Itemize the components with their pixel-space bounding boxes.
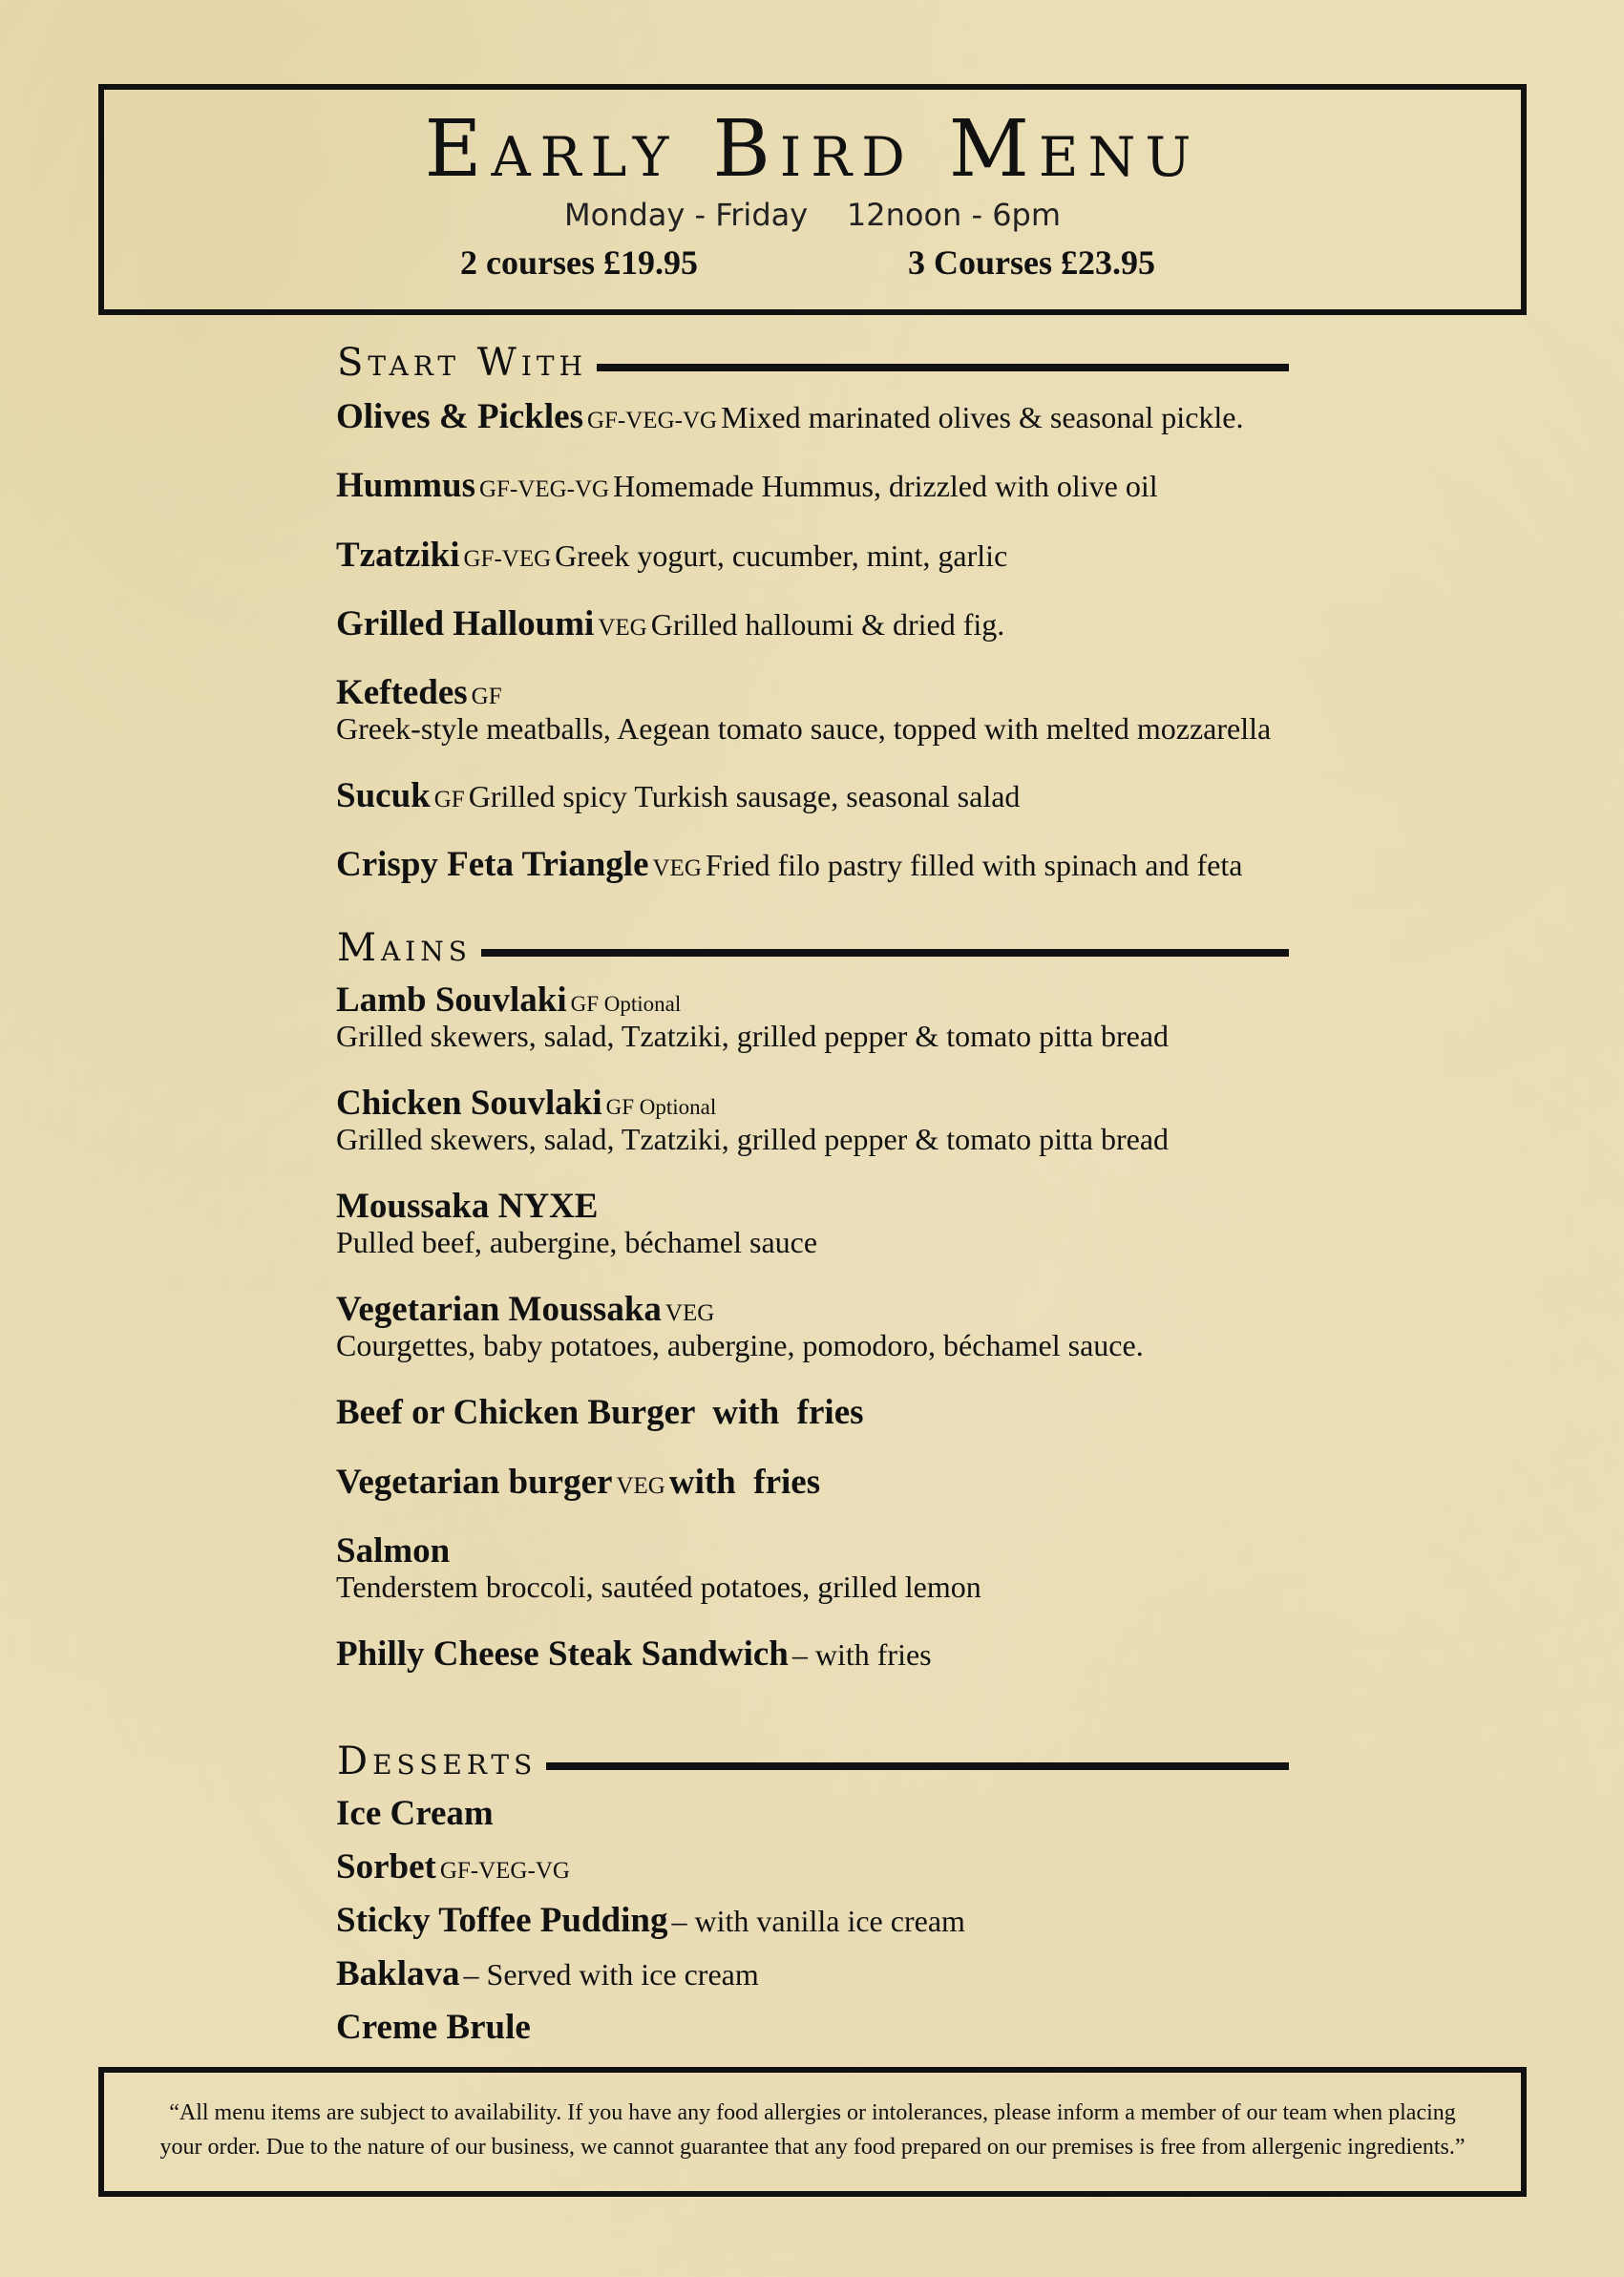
dietary-tag: VEG	[652, 855, 702, 881]
section-title: Mains	[337, 926, 472, 970]
item-description: Courgettes, baby potatoes, aubergine, pomodoro, béchamel sauce.	[336, 1328, 1144, 1362]
menu-item	[336, 1392, 864, 1434]
item-name: Philly Cheese Steak Sandwich	[336, 1634, 789, 1674]
item-name: Vegetarian burger	[336, 1463, 613, 1502]
item-description: Grilled skewers, salad, Tzatziki, grilled pepper & tomato pitta bread	[336, 1019, 1170, 1053]
opening-days: Monday - Friday	[563, 197, 809, 233]
dietary-tag: VEG	[616, 1473, 665, 1499]
allergen-notice-text	[123, 2096, 1502, 2164]
item-name: Keftedes	[336, 673, 468, 712]
menu-item	[336, 1793, 494, 1835]
item-description: – Served with ice cream	[463, 1957, 759, 1992]
item-name: Sorbet	[336, 1847, 436, 1887]
item-name: Sucuk	[336, 776, 431, 815]
section-heading-start	[337, 339, 1289, 387]
notice-line: your order. Due to the nature of our business, we cannot guarantee that any food prepared on our premises is free from allergenic ingredients.”	[159, 2135, 1466, 2160]
item-name: Tzatziki	[336, 536, 460, 575]
dietary-tag: GF-VEG-VG	[478, 476, 610, 502]
allergen-notice	[98, 2067, 1527, 2197]
menu-item	[336, 844, 1242, 886]
notice-line: “All menu items are subject to availability. If you have any food allergies or intolerances, please inform a member of our team when placing	[169, 2100, 1456, 2125]
dietary-tag: GF	[471, 684, 502, 709]
menu-item	[336, 1530, 450, 1572]
item-description: Grilled skewers, salad, Tzatziki, grilled pepper & tomato pitta bread	[336, 1122, 1170, 1156]
item-description: Greek-style meatballs, Aegean tomato sauce, topped with melted mozzarella	[336, 711, 1272, 746]
item-description: – with fries	[791, 1637, 932, 1672]
section-divider	[546, 1762, 1289, 1770]
dietary-tag: GF-VEG-VG	[586, 408, 718, 433]
item-description: – with vanilla ice cream	[671, 1904, 965, 1938]
dietary-tag: GF	[433, 787, 465, 812]
menu-item	[336, 1846, 570, 1888]
item-description: Fried filo pastry filled with spinach and feta	[705, 848, 1243, 882]
menu-item	[336, 980, 681, 1022]
item-description: Mixed marinated olives & seasonal pickle.	[721, 400, 1244, 434]
section-heading-mains	[337, 924, 1289, 972]
opening-hours	[104, 197, 1521, 233]
menu-item	[336, 603, 1004, 645]
item-name: Beef or Chicken Burger with fries	[336, 1393, 864, 1432]
item-description-line	[336, 1327, 1144, 1363]
section-title: Start With	[337, 341, 588, 385]
menu-item	[336, 1953, 759, 1995]
item-name: Creme Brule	[336, 2008, 531, 2047]
item-name: Salmon	[336, 1531, 451, 1571]
item-description-line	[336, 710, 1271, 747]
section-title: Desserts	[337, 1739, 538, 1783]
item-description-line	[336, 1121, 1169, 1157]
dietary-tag: GF Optional	[605, 1095, 717, 1119]
item-name-suffix: with fries	[668, 1463, 821, 1502]
menu-item	[336, 1083, 716, 1125]
dietary-tag: GF-VEG	[463, 546, 552, 572]
dietary-tag: GF-VEG-VG	[439, 1858, 570, 1884]
item-description: Homemade Hummus, drizzled with olive oil	[613, 469, 1158, 503]
item-description: Grilled spicy Turkish sausage, seasonal salad	[468, 779, 1021, 813]
three-course-price: 3 Courses £23.95	[908, 243, 1155, 282]
item-name: Moussaka NYXE	[336, 1187, 599, 1226]
dietary-tag: VEG	[598, 615, 647, 641]
menu-item	[336, 775, 1020, 817]
item-description: Grilled halloumi & dried fig.	[650, 607, 1005, 642]
section-divider	[597, 364, 1289, 371]
menu-title: Early Bird Menu	[424, 104, 1201, 195]
item-name: Grilled Halloumi	[336, 604, 595, 643]
dietary-tag: GF Optional	[570, 992, 682, 1016]
menu-item	[336, 1634, 932, 1676]
item-name: Olives & Pickles	[336, 397, 583, 436]
item-description-line	[336, 1018, 1169, 1054]
item-name: Crispy Feta Triangle	[336, 845, 649, 884]
item-name: Lamb Souvlaki	[336, 980, 567, 1020]
menu-item	[336, 2007, 531, 2049]
menu-item	[336, 1186, 598, 1228]
item-name: Vegetarian Moussaka	[336, 1290, 662, 1329]
item-name: Hummus	[336, 466, 475, 505]
item-description: Greek yogurt, cucumber, mint, garlic	[555, 538, 1008, 573]
item-name: Chicken Souvlaki	[336, 1084, 602, 1123]
opening-times: 12noon - 6pm	[846, 197, 1062, 233]
item-name: Ice Cream	[336, 1794, 494, 1833]
item-description-line	[336, 1569, 981, 1605]
item-description-line	[336, 1224, 817, 1260]
item-description: Tenderstem broccoli, sautéed potatoes, grilled lemon	[336, 1570, 981, 1604]
section-divider	[481, 949, 1289, 957]
item-name: Baklava	[336, 1954, 460, 1993]
item-description: Pulled beef, aubergine, béchamel sauce	[336, 1225, 818, 1259]
menu-item	[336, 465, 1158, 507]
menu-item	[336, 396, 1243, 438]
menu-item	[336, 672, 502, 714]
menu-item	[336, 1900, 965, 1942]
section-heading-desserts	[337, 1738, 1289, 1785]
menu-item	[336, 1462, 820, 1504]
menu-item	[336, 1289, 714, 1331]
menu-header	[98, 84, 1527, 315]
two-course-price: 2 courses £19.95	[460, 243, 698, 282]
menu-item	[336, 535, 1007, 577]
item-name: Sticky Toffee Pudding	[336, 1901, 668, 1940]
dietary-tag: VEG	[664, 1300, 715, 1326]
